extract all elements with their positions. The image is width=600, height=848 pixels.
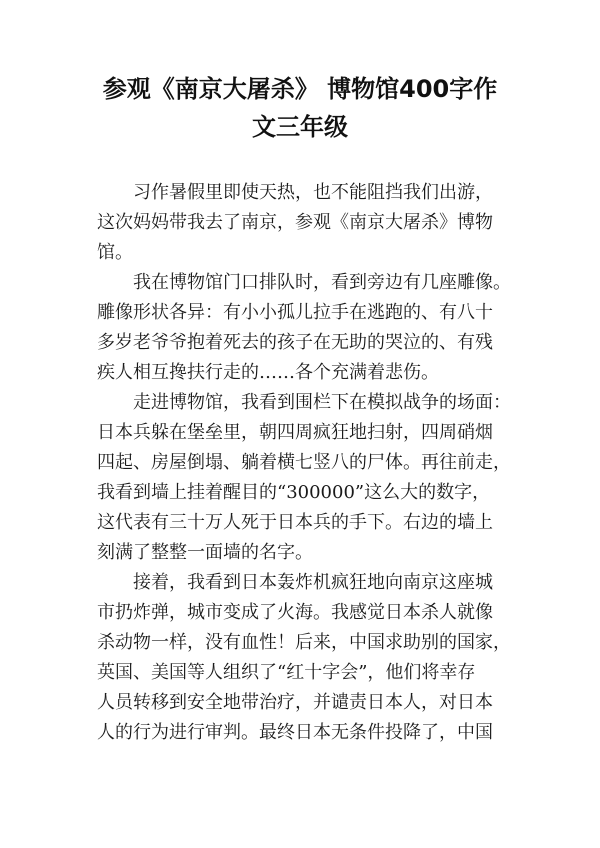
body-line: 走进博物馆，我看到围栏下在模拟战争的场面：: [133, 392, 511, 413]
body-line: 四起、房屋倒塌、躺着横七竖八的尸体。再往前走，: [97, 452, 511, 473]
body-line: 雕像形状各异：有小小孤儿拉手在逃跑的、有八十: [97, 302, 493, 323]
body-line: 日本兵躲在堡垒里，朝四周疯狂地扫射，四周硝烟: [97, 422, 493, 443]
body-line: 人员转移到安全地带治疗，并谴责日本人，对日本: [97, 692, 493, 713]
body-line: 我看到墙上挂着醒目的“300000”这么大的数字，: [97, 482, 491, 503]
body-line: 这代表有三十万人死于日本兵的手下。右边的墙上: [97, 512, 493, 533]
body-line: 市扔炸弹，城市变成了火海。我感觉日本杀人就像: [97, 602, 493, 623]
document-body: [97, 178, 527, 748]
body-line: 英国、美国等人组织了“红十字会”，他们将幸存: [97, 662, 476, 683]
body-line: 人的行为进行审判。最终日本无条件投降了，中国: [97, 722, 493, 743]
body-line: 杀动物一样，没有血性！后来，中国求助别的国家，: [97, 632, 511, 653]
body-line: 疾人相互搀扶行走的……各个充满着悲伤。: [97, 362, 439, 383]
body-line: 馆。: [97, 242, 133, 263]
body-line: 习作暑假里即使天热，也不能阻挡我们出游，: [133, 182, 493, 203]
body-line: 刻满了整整一面墙的名字。: [97, 542, 313, 563]
title-line-2: 文三年级: [252, 113, 348, 141]
body-line: 这次妈妈带我去了南京，参观《南京大屠杀》博物: [97, 212, 493, 233]
body-line: 接着，我看到日本轰炸机疯狂地向南京这座城: [133, 572, 493, 593]
document-title: [60, 70, 540, 146]
body-line: 多岁老爷爷抱着死去的孩子在无助的哭泣的、有残: [97, 332, 493, 353]
title-line-1: 参观《南京大屠杀》 博物馆400字作: [102, 75, 498, 103]
body-line: 我在博物馆门口排队时，看到旁边有几座雕像。: [133, 272, 511, 293]
